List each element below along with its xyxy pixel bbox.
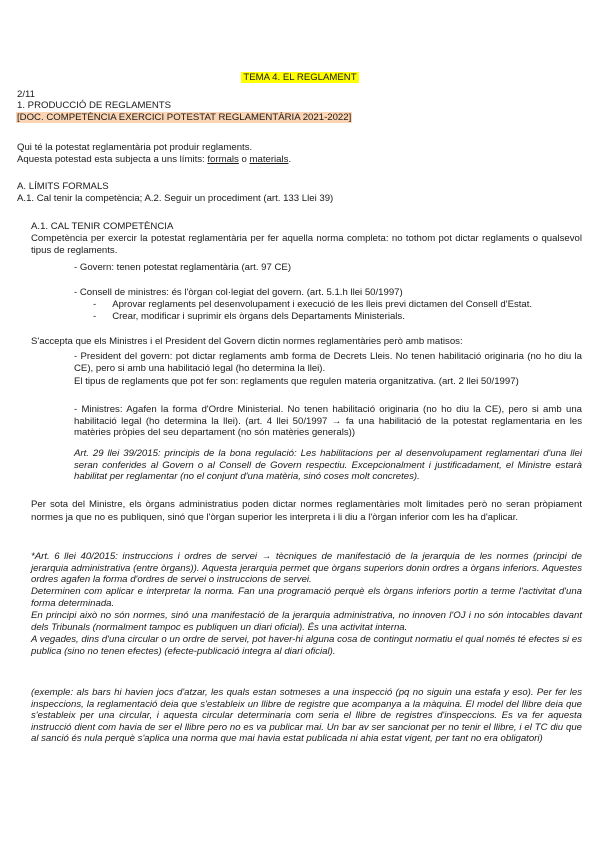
principi-paragraph: En principi això no són normes, sinó una manifestació de la jerarquia administrativa, no innoven l'OJ i no són intocables davant dels Tribunals (normalment tampoc es publiquen un diari oficial). És una activitat interna. xyxy=(31,610,582,633)
president-paragraph: - President del govern: pot dictar reglaments amb forma de Decrets Lleis. No tenen habilitació originaria (no ho diu la CE), pero si amb una habilitació legal (ho determina la llei). xyxy=(74,351,582,374)
art6-paragraph: *Art. 6 llei 40/2015: instruccions i ordres de servei → tècniques de manifestació de la jerarquia de les normes (principi de jerarquia administrativa (entre òrgans)). Aquesta jerarquia permet que òrgans superiors donin ordres a òrgans inferiors. Aquestes ordres agafen la forma d'ordres de servei o instruccions de servei. xyxy=(31,551,582,586)
determinen-paragraph: Determinen com aplicar e interpretar la norma. Fan una programació perquè els òrgans inferiors portin a terme l'activitat d'una forma determinada. xyxy=(31,586,582,609)
accepta-line: S'accepta que els Ministres i el President del Govern dictin normes reglamentàries però amb matisos: xyxy=(31,336,463,347)
sectionA-sub: A.1. Cal tenir la competència; A.2. Seguir un procediment (art. 133 Llei 39) xyxy=(17,193,334,204)
doc-tag: [DOC. COMPETÈNCIA EXERCICI POTESTAT REGLAMENTÀRIA 2021-2022] xyxy=(17,112,352,123)
materials-link: materials xyxy=(249,154,289,165)
consell-line: - Consell de ministres: és l'òrgan col·legiat del govern. (art. 5.1.h llei 50/1997) xyxy=(74,287,403,298)
sota-paragraph: Per sota del Ministre, els òrgans administratius poden dictar normes reglamentàries molt limitades però no seran pròpiament normes ja que no es publiquen, sinó que l'òrgan superior les interpreta i li diu a l'òrgan inferior com les ha d'aplicar. xyxy=(31,499,582,523)
section1-heading: 1. PRODUCCIÓ DE REGLAMENTS xyxy=(17,100,172,111)
intro-line-2-mid: o xyxy=(238,154,250,165)
intro-line-2-pre: Aquesta potestad esta subjecta a uns límits: xyxy=(17,154,208,165)
vegades-paragraph: A vegades, dins d'una circular o un ordre de servei, pot haver-hi alguna cosa de contingut normatiu el qual només té efectes si es publica (sino no tenen efectes) (efecte-publicació integra al diari oficial). xyxy=(31,634,582,657)
consell-bullet-2: - Crear, modificar i suprimir els òrgans dels Departaments Ministerials. xyxy=(93,311,405,322)
page-title: TEMA 4. EL REGLAMENT xyxy=(243,72,357,83)
art29-paragraph: Art. 29 llei 39/2015: principis de la bona regulació: Les habilitacions per al desenvolupament reglamentari d'una llei seran conferides al Govern o al Consell de Govern respectiu. Excepcionalment i justificadament, el Ministre estarà habilitat per reglamentar (no el conjunt d'una matèria, sinó coses molt concretes). xyxy=(74,448,582,483)
intro-line-1: Qui té la potestat reglamentària pot produir reglaments. xyxy=(17,142,253,153)
ministres-paragraph: - Ministres: Agafen la forma d'Ordre Ministerial. No tenen habilitació originaria (no ho diu la CE), pero si amb una habilitació legal (ho determina la llei). (art. 4 llei 50/1997 → fa una habilitació de la potestat reglamentaria en les matèries pròpies del seu departament (no són matèries generals)) xyxy=(74,404,582,439)
intro-line-2 xyxy=(17,154,291,166)
govern-line: - Govern: tenen potestat reglamentària (art. 97 CE) xyxy=(74,262,292,273)
consell-bullet-1: - Aprovar reglaments pel desenvolupament i execució de les lleis previ dictamen del Consell d'Estat. xyxy=(93,299,533,310)
formals-link: formals xyxy=(207,154,239,165)
a1-heading: A.1. CAL TENIR COMPETÈNCIA xyxy=(31,221,174,232)
intro-line-2-end: . xyxy=(288,154,292,165)
exemple-paragraph: (exemple: als bars hi havien jocs d'atzar, les quals estan sotmeses a una inspecció (pq no siguin una estafa y eso). Per fer les inspeccions, la reglamentació deia que s'estableix un llibre de registre que acompanya a la màquina. El model del llibre deia que s'estableix per una circular, i aquesta circular determinaria com seria el llibre de registres d'inspeccions. Es va fer aquesta instrucció dient com havia de ser el llibre pero no es va publicar mai. Un bar av ser sancionat per no tenir el llibre, i el TC diu que al sanció és nula perquè s'aplica una norma que mai havia estat publicada ni ahia estat vigent, per tant no era obligatori) xyxy=(31,687,582,745)
doc-tag-row xyxy=(16,112,352,124)
page-number: 2/11 xyxy=(17,89,35,100)
consell-sub-2: Crear, modificar i suprimir els òrgans dels Departaments Ministerials. xyxy=(112,311,405,322)
a1-paragraph: Competència per exercir la potestat reglamentària per fer aquella norma completa: no tothom pot dictar reglaments o qualsevol tipus de reglaments. xyxy=(31,233,582,256)
consell-sub-1: Aprovar reglaments pel desenvolupament i execució de les lleis previ dictamen del Consell d'Estat. xyxy=(112,299,533,310)
president-tipus: El tipus de reglaments que pot fer son: reglaments que regulen materia organitzativa. (art. 2 llei 50/1997) xyxy=(74,376,519,387)
title-row xyxy=(0,72,600,84)
sectionA-heading: A. LÍMITS FORMALS xyxy=(17,181,109,192)
